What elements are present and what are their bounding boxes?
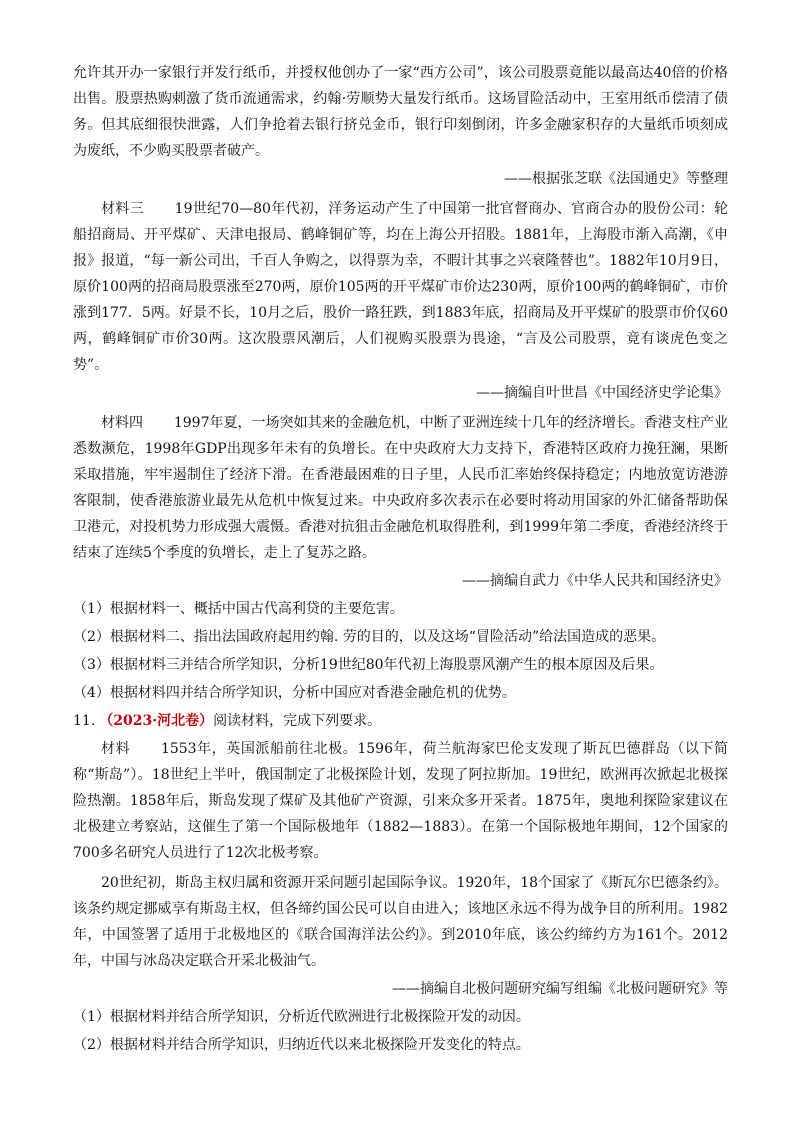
question-10-4: （4）根据材料四并结合所学知识，分析中国应对香港金融危机的优势。 [73,685,516,701]
q11-source-citation: ——摘编自北极问题研究编写组编《北极问题研究》等 [392,981,728,997]
question-number: 11. [73,713,96,729]
exam-source-tag: （2023·河北卷） [99,713,214,729]
material-four [73,410,728,566]
material-three-text: 19世纪70—80年代初，洋务运动产生了中国第一批官督商办、官商合办的股份公司：轮船招商局、开平煤矿、天津电报局、鹤峰铜矿等，均在上海公开招股。1881年，上海股市渐入高潮，《申报》报道，“每一新公司出，千百人争购之，以得票为幸，不暇计其事之兴衰隆替也”。1882年10月9日，原价100两的招商局股票涨至270两，原价105两的开平煤矿市价达230两，原价100两的鹤峰铜矿，市价涨到177．5两。好景不长，10月之后，股价一路狂跌，到1883年底，招商局及开平煤矿的股票市价仅60两，鹤峰铜矿市价30两。这次股票风潮后，人们视购买股票为畏途，“言及公司股票，竟有谈虎色变之势”。 [73,201,728,373]
source-citation-2: ——根据张芝联《法国通史》等整理 [504,171,728,187]
question-11-1: （1）根据材料并结合所学知识，分析近代欧洲进行北极探险开发的动因。 [73,1009,530,1025]
q11-material-text-1: 1553年，英国派船前往北极。1596年，荷兰航海家巴伦支发现了斯瓦巴德群岛（以下简称“斯岛”）。18世纪上半叶，俄国制定了北极探险计划，发现了阿拉斯加。19世纪，欧洲再次掀起北极探险热潮。1858年后，斯岛发现了煤矿及其他矿产资源，引来众多开采者。1875年，奥地利探险家建议在北极建立考察站，这催生了第一个国际极地年（1882—1883）。在第一个国际极地年期间，12个国家的700多名研究人员进行了12次北极考察。 [73,741,728,861]
source-citation-3: ——摘编自叶世昌《中国经济史学论集》 [476,385,728,401]
question-10-2: （2）根据材料二、指出法国政府起用约翰. 劳的目的，以及这场“冒险活动”给法国造成的恶果。 [73,629,666,645]
question-10-3: （3）根据材料三并结合所学知识，分析19世纪80年代初上海股票风潮产生的根本原因及后果。 [73,657,664,673]
material-three-label: 材料三 [101,201,144,217]
q11-material-label: 材料 [101,741,131,757]
question-11-header [73,708,728,734]
material-four-text: 1997年夏，一场突如其来的金融危机，中断了亚洲连续十几年的经济增长。香港支柱产业悉数濒危，1998年GDP出现多年未有的负增长。在中央政府大力支持下，香港特区政府力挽狂澜，果断采取措施，牢牢遏制住了经济下滑。在香港最困难的日子里，人民币汇率始终保持稳定；内地放宽访港游客限制，使香港旅游业最先从危机中恢复过来。中央政府多次表示在必要时将动用国家的外汇储备帮助保卫港元，对投机势力形成强大震慑。香港对抗狙击金融危机取得胜利，到1999年第二季度，香港经济终于结束了连续5个季度的负增长，走上了复苏之路。 [73,415,728,561]
document-page [73,60,728,1060]
material-four-label: 材料四 [101,415,144,431]
q11-material-2: 20世纪初，斯岛主权归属和资源开采问题引起国际争议。1920年，18个国家了《斯瓦尔巴德条约》。该条约规定挪威享有斯岛主权，但各缔约国公民可以自由进入；该地区永远不得为战争目的所利用。1982年，中国签署了适用于北极地区的《联合国海洋法公约》。到2010年底，该公约缔约方为161个。2012年，中国与冰岛决定联合开采北极油气。 [73,875,728,969]
source-citation-4: ——摘编自武力《中华人民共和国经济史》 [462,573,728,589]
question-10-1: （1）根据材料一、概括中国古代高利贷的主要危害。 [73,601,404,617]
material-three [73,196,728,378]
material-two-continued: 允许其开办一家银行并发行纸币，并授权他创办了一家“西方公司”，该公司股票竟能以最高达40倍的价格出售。股票热购刺激了货币流通需求，约翰·劳顺势大量发行纸币。这场冒险活动中，王室用纸币偿清了债务。但其底细很快泄露，人们争抢着去银行挤兑金币，银行印刻倒闭，许多金融家积存的大量纸币顷刻成为废纸，不少购买股票者破产。 [73,65,728,159]
question-11-2: （2）根据材料并结合所学知识，归纳近代以来北极探险开发变化的特点。 [73,1037,530,1053]
q11-material-1 [73,736,728,866]
question-instruction: 阅读材料，完成下列要求。 [213,713,382,729]
